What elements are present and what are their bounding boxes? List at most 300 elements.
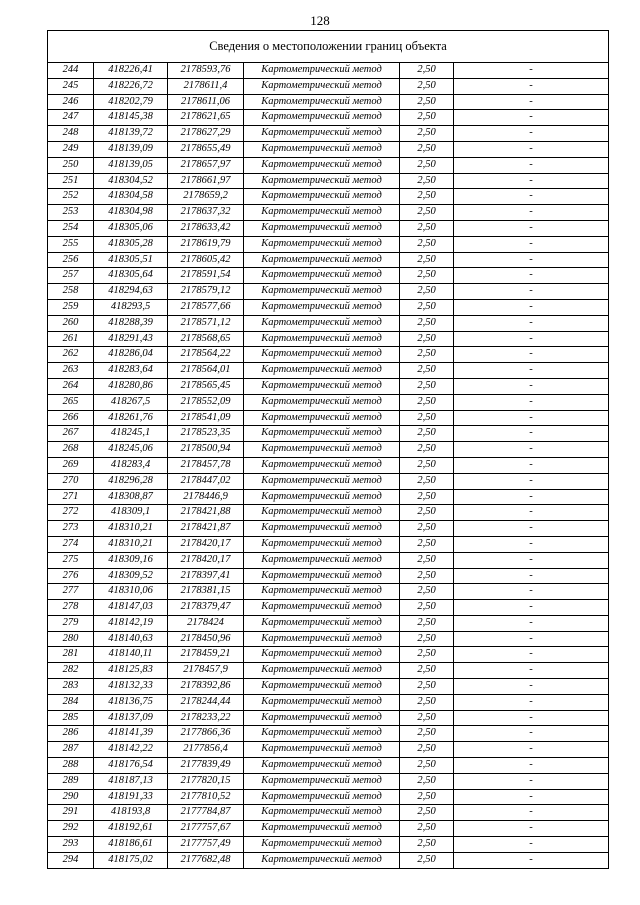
table-row — [48, 78, 609, 94]
method-cell: Картометрический метод — [244, 331, 400, 347]
description-cell: - — [454, 726, 609, 742]
description-cell: - — [454, 679, 609, 695]
table-row — [48, 315, 609, 331]
method-cell: Картометрический метод — [244, 837, 400, 853]
y-coordinate-cell: 2178564,22 — [168, 347, 244, 363]
accuracy-cell: 2,50 — [400, 710, 454, 726]
accuracy-cell: 2,50 — [400, 126, 454, 142]
y-coordinate-cell: 2178446,9 — [168, 489, 244, 505]
y-coordinate-cell: 2178447,02 — [168, 473, 244, 489]
x-coordinate-cell: 418125,83 — [94, 663, 168, 679]
description-cell: - — [454, 663, 609, 679]
method-cell: Картометрический метод — [244, 584, 400, 600]
y-coordinate-cell: 2178627,29 — [168, 126, 244, 142]
method-cell: Картометрический метод — [244, 363, 400, 379]
accuracy-cell: 2,50 — [400, 157, 454, 173]
method-cell: Картометрический метод — [244, 536, 400, 552]
x-coordinate-cell: 418176,54 — [94, 758, 168, 774]
accuracy-cell: 2,50 — [400, 852, 454, 868]
point-number-cell: 286 — [48, 726, 94, 742]
y-coordinate-cell: 2178633,42 — [168, 220, 244, 236]
x-coordinate-cell: 418283,4 — [94, 457, 168, 473]
method-cell: Картометрический метод — [244, 426, 400, 442]
description-cell: - — [454, 157, 609, 173]
x-coordinate-cell: 418145,38 — [94, 110, 168, 126]
y-coordinate-cell: 2178637,32 — [168, 205, 244, 221]
table-row — [48, 442, 609, 458]
y-coordinate-cell: 2178568,65 — [168, 331, 244, 347]
y-coordinate-cell: 2177839,49 — [168, 758, 244, 774]
x-coordinate-cell: 418132,33 — [94, 679, 168, 695]
x-coordinate-cell: 418187,13 — [94, 773, 168, 789]
point-number-cell: 275 — [48, 552, 94, 568]
description-cell: - — [454, 110, 609, 126]
table-row — [48, 805, 609, 821]
x-coordinate-cell: 418142,22 — [94, 742, 168, 758]
point-number-cell: 268 — [48, 442, 94, 458]
point-number-cell: 253 — [48, 205, 94, 221]
accuracy-cell: 2,50 — [400, 489, 454, 505]
y-coordinate-cell: 2178591,54 — [168, 268, 244, 284]
description-cell: - — [454, 631, 609, 647]
description-cell: - — [454, 426, 609, 442]
point-number-cell: 263 — [48, 363, 94, 379]
y-coordinate-cell: 2178244,44 — [168, 694, 244, 710]
method-cell: Картометрический метод — [244, 710, 400, 726]
y-coordinate-cell: 2177866,36 — [168, 726, 244, 742]
description-cell: - — [454, 821, 609, 837]
x-coordinate-cell: 418186,61 — [94, 837, 168, 853]
x-coordinate-cell: 418147,03 — [94, 600, 168, 616]
method-cell: Картометрический метод — [244, 521, 400, 537]
method-cell: Картометрический метод — [244, 157, 400, 173]
x-coordinate-cell: 418267,5 — [94, 394, 168, 410]
table-row — [48, 347, 609, 363]
description-cell: - — [454, 63, 609, 79]
point-number-cell: 256 — [48, 252, 94, 268]
description-cell: - — [454, 600, 609, 616]
y-coordinate-cell: 2178611,4 — [168, 78, 244, 94]
table-row — [48, 126, 609, 142]
accuracy-cell: 2,50 — [400, 679, 454, 695]
table-row — [48, 726, 609, 742]
x-coordinate-cell: 418291,43 — [94, 331, 168, 347]
accuracy-cell: 2,50 — [400, 410, 454, 426]
accuracy-cell: 2,50 — [400, 331, 454, 347]
accuracy-cell: 2,50 — [400, 600, 454, 616]
point-number-cell: 293 — [48, 837, 94, 853]
description-cell: - — [454, 442, 609, 458]
x-coordinate-cell: 418304,52 — [94, 173, 168, 189]
method-cell: Картометрический метод — [244, 220, 400, 236]
accuracy-cell: 2,50 — [400, 742, 454, 758]
x-coordinate-cell: 418141,39 — [94, 726, 168, 742]
table-row — [48, 710, 609, 726]
point-number-cell: 265 — [48, 394, 94, 410]
y-coordinate-cell: 2178552,09 — [168, 394, 244, 410]
x-coordinate-cell: 418140,63 — [94, 631, 168, 647]
accuracy-cell: 2,50 — [400, 394, 454, 410]
table-row — [48, 552, 609, 568]
point-number-cell: 255 — [48, 236, 94, 252]
description-cell: - — [454, 378, 609, 394]
x-coordinate-cell: 418226,41 — [94, 63, 168, 79]
table-row — [48, 536, 609, 552]
y-coordinate-cell: 2178420,17 — [168, 536, 244, 552]
description-cell: - — [454, 347, 609, 363]
table-row — [48, 852, 609, 868]
description-cell: - — [454, 789, 609, 805]
x-coordinate-cell: 418304,58 — [94, 189, 168, 205]
description-cell: - — [454, 126, 609, 142]
x-coordinate-cell: 418309,16 — [94, 552, 168, 568]
method-cell: Картометрический метод — [244, 663, 400, 679]
y-coordinate-cell: 2178421,88 — [168, 505, 244, 521]
description-cell: - — [454, 457, 609, 473]
y-coordinate-cell: 2178457,9 — [168, 663, 244, 679]
accuracy-cell: 2,50 — [400, 299, 454, 315]
table-row — [48, 94, 609, 110]
y-coordinate-cell: 2178577,66 — [168, 299, 244, 315]
accuracy-cell: 2,50 — [400, 141, 454, 157]
accuracy-cell: 2,50 — [400, 268, 454, 284]
description-cell: - — [454, 94, 609, 110]
description-cell: - — [454, 647, 609, 663]
table-header-row — [48, 31, 609, 63]
x-coordinate-cell: 418245,06 — [94, 442, 168, 458]
accuracy-cell: 2,50 — [400, 758, 454, 774]
y-coordinate-cell: 2177682,48 — [168, 852, 244, 868]
x-coordinate-cell: 418294,63 — [94, 284, 168, 300]
point-number-cell: 279 — [48, 615, 94, 631]
description-cell: - — [454, 331, 609, 347]
x-coordinate-cell: 418296,28 — [94, 473, 168, 489]
accuracy-cell: 2,50 — [400, 189, 454, 205]
accuracy-cell: 2,50 — [400, 773, 454, 789]
point-number-cell: 266 — [48, 410, 94, 426]
description-cell: - — [454, 236, 609, 252]
table-row — [48, 63, 609, 79]
method-cell: Картометрический метод — [244, 615, 400, 631]
x-coordinate-cell: 418142,19 — [94, 615, 168, 631]
table-row — [48, 394, 609, 410]
table-row — [48, 489, 609, 505]
accuracy-cell: 2,50 — [400, 663, 454, 679]
point-number-cell: 288 — [48, 758, 94, 774]
method-cell: Картометрический метод — [244, 821, 400, 837]
method-cell: Картометрический метод — [244, 394, 400, 410]
table-row — [48, 268, 609, 284]
method-cell: Картометрический метод — [244, 299, 400, 315]
accuracy-cell: 2,50 — [400, 378, 454, 394]
point-number-cell: 244 — [48, 63, 94, 79]
point-number-cell: 259 — [48, 299, 94, 315]
table-row — [48, 157, 609, 173]
method-cell: Картометрический метод — [244, 694, 400, 710]
point-number-cell: 292 — [48, 821, 94, 837]
table-row — [48, 505, 609, 521]
y-coordinate-cell: 2177856,4 — [168, 742, 244, 758]
description-cell: - — [454, 268, 609, 284]
boundary-coordinates-table — [47, 30, 609, 869]
method-cell: Картометрический метод — [244, 78, 400, 94]
method-cell: Картометрический метод — [244, 236, 400, 252]
point-number-cell: 260 — [48, 315, 94, 331]
method-cell: Картометрический метод — [244, 442, 400, 458]
table-row — [48, 584, 609, 600]
description-cell: - — [454, 773, 609, 789]
accuracy-cell: 2,50 — [400, 220, 454, 236]
description-cell: - — [454, 852, 609, 868]
y-coordinate-cell: 2178457,78 — [168, 457, 244, 473]
point-number-cell: 257 — [48, 268, 94, 284]
x-coordinate-cell: 418304,98 — [94, 205, 168, 221]
y-coordinate-cell: 2177810,52 — [168, 789, 244, 805]
table-row — [48, 363, 609, 379]
method-cell: Картометрический метод — [244, 679, 400, 695]
x-coordinate-cell: 418305,64 — [94, 268, 168, 284]
table-row — [48, 568, 609, 584]
accuracy-cell: 2,50 — [400, 426, 454, 442]
point-number-cell: 280 — [48, 631, 94, 647]
point-number-cell: 284 — [48, 694, 94, 710]
accuracy-cell: 2,50 — [400, 615, 454, 631]
accuracy-cell: 2,50 — [400, 347, 454, 363]
y-coordinate-cell: 2178611,06 — [168, 94, 244, 110]
x-coordinate-cell: 418137,09 — [94, 710, 168, 726]
point-number-cell: 276 — [48, 568, 94, 584]
y-coordinate-cell: 2177757,67 — [168, 821, 244, 837]
point-number-cell: 270 — [48, 473, 94, 489]
y-coordinate-cell: 2178420,17 — [168, 552, 244, 568]
y-coordinate-cell: 2178523,35 — [168, 426, 244, 442]
description-cell: - — [454, 315, 609, 331]
point-number-cell: 264 — [48, 378, 94, 394]
x-coordinate-cell: 418202,79 — [94, 94, 168, 110]
description-cell: - — [454, 205, 609, 221]
x-coordinate-cell: 418191,33 — [94, 789, 168, 805]
accuracy-cell: 2,50 — [400, 631, 454, 647]
y-coordinate-cell: 2178421,87 — [168, 521, 244, 537]
accuracy-cell: 2,50 — [400, 694, 454, 710]
y-coordinate-cell: 2178424 — [168, 615, 244, 631]
x-coordinate-cell: 418305,06 — [94, 220, 168, 236]
method-cell: Картометрический метод — [244, 489, 400, 505]
y-coordinate-cell: 2178541,09 — [168, 410, 244, 426]
accuracy-cell: 2,50 — [400, 647, 454, 663]
accuracy-cell: 2,50 — [400, 94, 454, 110]
point-number-cell: 267 — [48, 426, 94, 442]
method-cell: Картометрический метод — [244, 726, 400, 742]
method-cell: Картометрический метод — [244, 126, 400, 142]
x-coordinate-cell: 418309,52 — [94, 568, 168, 584]
y-coordinate-cell: 2178619,79 — [168, 236, 244, 252]
point-number-cell: 249 — [48, 141, 94, 157]
table-row — [48, 252, 609, 268]
point-number-cell: 290 — [48, 789, 94, 805]
description-cell: - — [454, 189, 609, 205]
table-row — [48, 742, 609, 758]
table-row — [48, 457, 609, 473]
accuracy-cell: 2,50 — [400, 205, 454, 221]
x-coordinate-cell: 418305,51 — [94, 252, 168, 268]
y-coordinate-cell: 2178593,76 — [168, 63, 244, 79]
table-row — [48, 679, 609, 695]
table-row — [48, 410, 609, 426]
description-cell: - — [454, 410, 609, 426]
x-coordinate-cell: 418193,8 — [94, 805, 168, 821]
accuracy-cell: 2,50 — [400, 505, 454, 521]
y-coordinate-cell: 2178500,94 — [168, 442, 244, 458]
y-coordinate-cell: 2178571,12 — [168, 315, 244, 331]
table-row — [48, 426, 609, 442]
description-cell: - — [454, 363, 609, 379]
y-coordinate-cell: 2178659,2 — [168, 189, 244, 205]
method-cell: Картометрический метод — [244, 268, 400, 284]
accuracy-cell: 2,50 — [400, 63, 454, 79]
description-cell: - — [454, 584, 609, 600]
point-number-cell: 272 — [48, 505, 94, 521]
method-cell: Картометрический метод — [244, 347, 400, 363]
point-number-cell: 277 — [48, 584, 94, 600]
point-number-cell: 262 — [48, 347, 94, 363]
table-row — [48, 110, 609, 126]
accuracy-cell: 2,50 — [400, 726, 454, 742]
point-number-cell: 285 — [48, 710, 94, 726]
table-title: Сведения о местоположении границ объекта — [48, 31, 609, 63]
point-number-cell: 252 — [48, 189, 94, 205]
method-cell: Картометрический метод — [244, 773, 400, 789]
table-row — [48, 821, 609, 837]
point-number-cell: 269 — [48, 457, 94, 473]
description-cell: - — [454, 284, 609, 300]
method-cell: Картометрический метод — [244, 315, 400, 331]
accuracy-cell: 2,50 — [400, 252, 454, 268]
description-cell: - — [454, 505, 609, 521]
method-cell: Картометрический метод — [244, 252, 400, 268]
table-row — [48, 220, 609, 236]
method-cell: Картометрический метод — [244, 94, 400, 110]
y-coordinate-cell: 2178605,42 — [168, 252, 244, 268]
description-cell: - — [454, 489, 609, 505]
x-coordinate-cell: 418283,64 — [94, 363, 168, 379]
accuracy-cell: 2,50 — [400, 584, 454, 600]
x-coordinate-cell: 418309,1 — [94, 505, 168, 521]
point-number-cell: 251 — [48, 173, 94, 189]
y-coordinate-cell: 2178397,41 — [168, 568, 244, 584]
point-number-cell: 289 — [48, 773, 94, 789]
description-cell: - — [454, 710, 609, 726]
method-cell: Картометрический метод — [244, 63, 400, 79]
x-coordinate-cell: 418226,72 — [94, 78, 168, 94]
table-row — [48, 189, 609, 205]
method-cell: Картометрический метод — [244, 205, 400, 221]
table-row — [48, 299, 609, 315]
y-coordinate-cell: 2178379,47 — [168, 600, 244, 616]
method-cell: Картометрический метод — [244, 505, 400, 521]
description-cell: - — [454, 141, 609, 157]
table-row — [48, 631, 609, 647]
description-cell: - — [454, 694, 609, 710]
y-coordinate-cell: 2178621,65 — [168, 110, 244, 126]
table-row — [48, 694, 609, 710]
x-coordinate-cell: 418139,72 — [94, 126, 168, 142]
accuracy-cell: 2,50 — [400, 110, 454, 126]
point-number-cell: 250 — [48, 157, 94, 173]
accuracy-cell: 2,50 — [400, 536, 454, 552]
point-number-cell: 291 — [48, 805, 94, 821]
point-number-cell: 278 — [48, 600, 94, 616]
table-row — [48, 789, 609, 805]
x-coordinate-cell: 418139,05 — [94, 157, 168, 173]
table-row — [48, 837, 609, 853]
table-row — [48, 173, 609, 189]
description-cell: - — [454, 536, 609, 552]
point-number-cell: 282 — [48, 663, 94, 679]
x-coordinate-cell: 418139,09 — [94, 141, 168, 157]
y-coordinate-cell: 2178459,21 — [168, 647, 244, 663]
method-cell: Картометрический метод — [244, 473, 400, 489]
point-number-cell: 261 — [48, 331, 94, 347]
description-cell: - — [454, 805, 609, 821]
x-coordinate-cell: 418261,76 — [94, 410, 168, 426]
y-coordinate-cell: 2178661,97 — [168, 173, 244, 189]
method-cell: Картометрический метод — [244, 141, 400, 157]
table-row — [48, 473, 609, 489]
method-cell: Картометрический метод — [244, 284, 400, 300]
accuracy-cell: 2,50 — [400, 236, 454, 252]
method-cell: Картометрический метод — [244, 457, 400, 473]
table-row — [48, 758, 609, 774]
x-coordinate-cell: 418245,1 — [94, 426, 168, 442]
table-row — [48, 521, 609, 537]
y-coordinate-cell: 2178564,01 — [168, 363, 244, 379]
y-coordinate-cell: 2178450,96 — [168, 631, 244, 647]
y-coordinate-cell: 2177820,15 — [168, 773, 244, 789]
y-coordinate-cell: 2178381,15 — [168, 584, 244, 600]
description-cell: - — [454, 521, 609, 537]
description-cell: - — [454, 552, 609, 568]
method-cell: Картометрический метод — [244, 552, 400, 568]
x-coordinate-cell: 418305,28 — [94, 236, 168, 252]
table-row — [48, 331, 609, 347]
accuracy-cell: 2,50 — [400, 789, 454, 805]
point-number-cell: 294 — [48, 852, 94, 868]
method-cell: Картометрический метод — [244, 647, 400, 663]
point-number-cell: 248 — [48, 126, 94, 142]
x-coordinate-cell: 418310,06 — [94, 584, 168, 600]
method-cell: Картометрический метод — [244, 852, 400, 868]
x-coordinate-cell: 418140,11 — [94, 647, 168, 663]
accuracy-cell: 2,50 — [400, 315, 454, 331]
accuracy-cell: 2,50 — [400, 521, 454, 537]
y-coordinate-cell: 2178579,12 — [168, 284, 244, 300]
method-cell: Картометрический метод — [244, 758, 400, 774]
table-row — [48, 615, 609, 631]
x-coordinate-cell: 418192,61 — [94, 821, 168, 837]
y-coordinate-cell: 2178565,45 — [168, 378, 244, 394]
accuracy-cell: 2,50 — [400, 552, 454, 568]
description-cell: - — [454, 473, 609, 489]
description-cell: - — [454, 394, 609, 410]
description-cell: - — [454, 615, 609, 631]
method-cell: Картометрический метод — [244, 789, 400, 805]
method-cell: Картометрический метод — [244, 189, 400, 205]
method-cell: Картометрический метод — [244, 378, 400, 394]
method-cell: Картометрический метод — [244, 173, 400, 189]
y-coordinate-cell: 2177784,87 — [168, 805, 244, 821]
accuracy-cell: 2,50 — [400, 442, 454, 458]
